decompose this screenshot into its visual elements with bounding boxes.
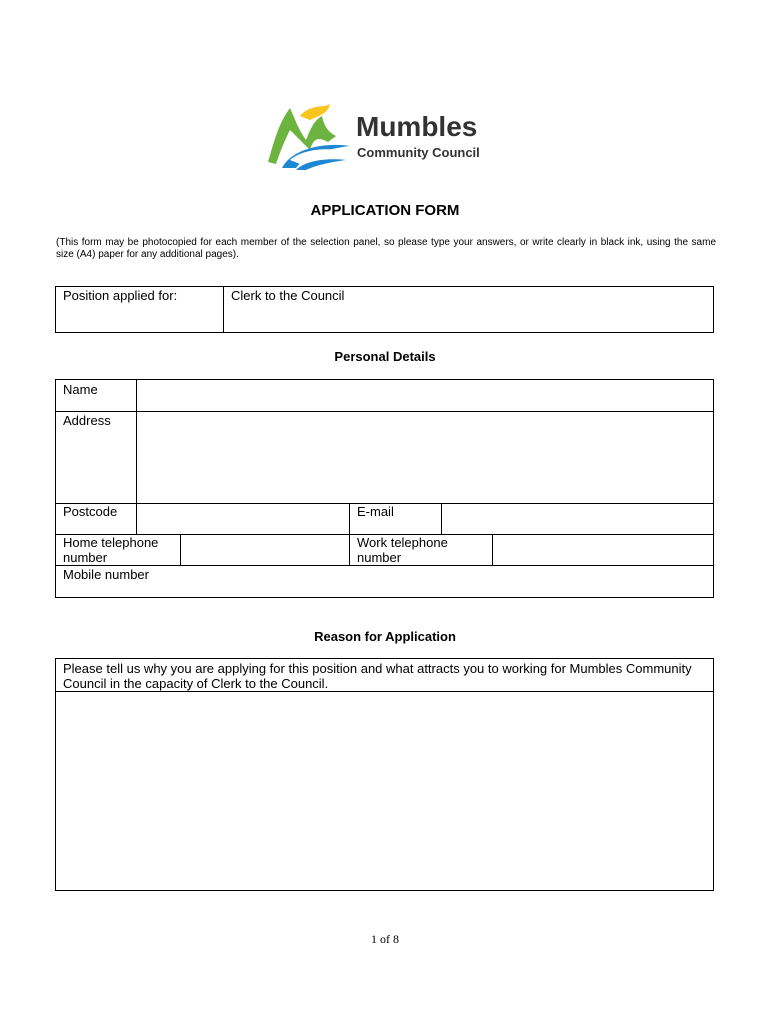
form-title: APPLICATION FORM	[310, 202, 460, 219]
personal-details-heading: Personal Details	[334, 349, 436, 364]
position-table	[55, 286, 714, 333]
address-label: Address	[63, 413, 111, 428]
position-value[interactable]: Clerk to the Council	[231, 288, 345, 303]
page-number: 1 of 8	[371, 932, 399, 946]
postcode-field[interactable]	[137, 504, 349, 534]
home-telephone-field[interactable]	[181, 535, 349, 565]
reason-heading: Reason for Application	[314, 629, 456, 644]
reason-prompt: Please tell us why you are applying for this position and what attracts you to working for Mumbles Community Council in the capacity of Clerk to the Council.	[63, 661, 692, 691]
council-logo-icon	[266, 102, 356, 172]
name-field[interactable]	[137, 380, 713, 411]
personal-details-table	[55, 379, 714, 598]
email-field[interactable]	[442, 504, 713, 534]
mobile-number-field[interactable]	[56, 566, 713, 597]
org-subtitle: Community Council	[357, 145, 480, 160]
home-telephone-label: Home telephone number	[63, 535, 159, 565]
work-telephone-field[interactable]	[493, 535, 713, 565]
name-label: Name	[63, 382, 98, 397]
form-note: (This form may be photocopied for each member of the selection panel, so please type your answers, or write clearly in black ink, using the same size (A4) paper for any additional pages).	[56, 237, 716, 260]
email-label: E-mail	[357, 504, 394, 519]
reason-table	[55, 658, 714, 891]
org-name: Mumbles	[356, 111, 478, 142]
reason-field[interactable]	[56, 692, 713, 890]
address-field[interactable]	[137, 412, 713, 503]
mobile-number-label: Mobile number	[63, 567, 149, 582]
work-telephone-label: Work telephone number	[357, 535, 448, 565]
position-label: Position applied for:	[63, 288, 178, 303]
postcode-label: Postcode	[63, 504, 118, 519]
